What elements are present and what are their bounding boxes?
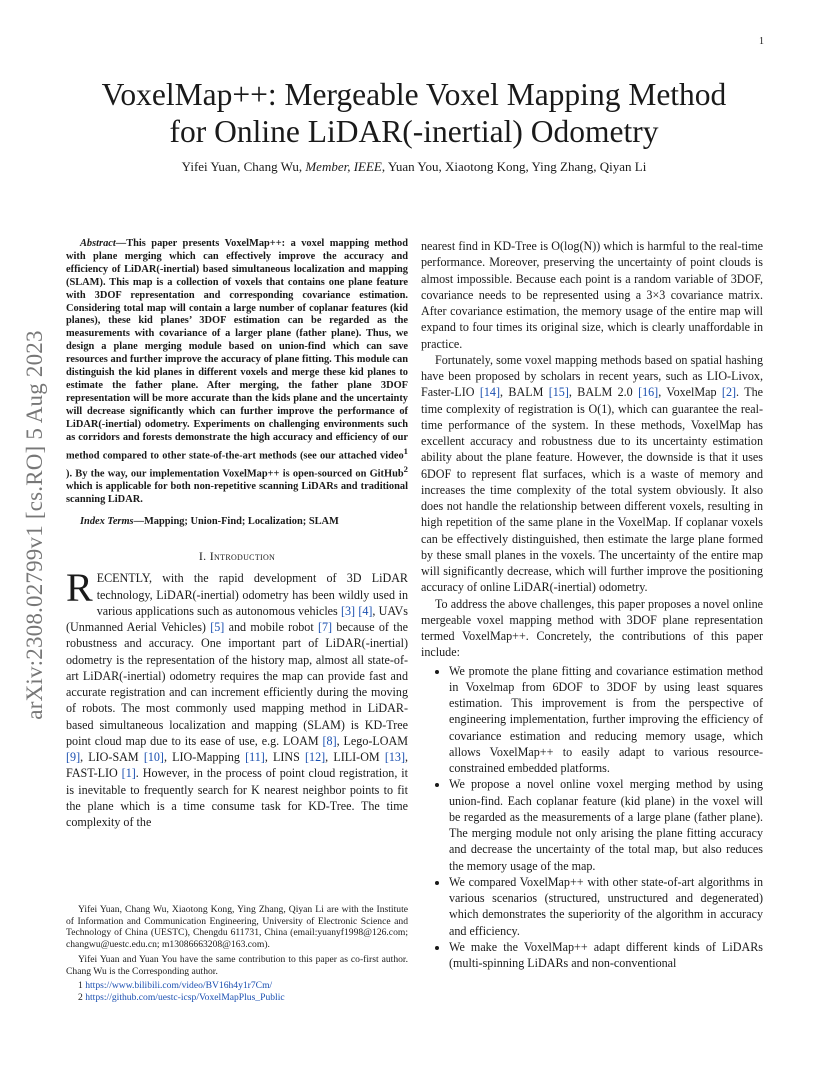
authors-part-c: , Yuan You, Xiaotong Kong, Ying Zhang, Qiyan Li <box>381 159 647 174</box>
footnote-2-number: 2 <box>78 991 86 1003</box>
dropcap: R <box>66 565 93 611</box>
right-paragraph-1: nearest find in KD-Tree is O(log(N)) which is harmful to the real-time performance. Moreover, preserving the uncertainty of point clouds is almost impossible. Because each point is a random variable of 3DOF, covariance needs to be represented using a 3×3 covariance matrix. After covariance estimation, the memory usage of the entire map will expand to four times its original size, which is clearly unaffordable in practice. <box>421 239 763 351</box>
abstract-footnote-ref-1[interactable]: 1 <box>403 445 408 456</box>
intro-text: , LINS <box>264 750 306 765</box>
authors-member-ieee: Member, IEEE <box>305 159 382 174</box>
footnote-affiliation: Yifei Yuan, Chang Wu, Xiaotong Kong, Ying Zhang, Qiyan Li are with the Institute of Information and Communication Engineering, University of Electronic Science and Technology of China (UESTC), Chengdu 611731, China (email:yuanyf1998@126.com; changwu@uestc.edu.cn; m13086663208@163.com). <box>66 904 408 951</box>
abstract <box>66 238 408 507</box>
citation-link[interactable]: [8] <box>322 733 337 748</box>
citation-link[interactable]: [3] <box>340 603 356 618</box>
intro-text: , LIO-Mapping <box>163 750 246 765</box>
footnote-1-url[interactable]: https://www.bilibili.com/video/BV16h4y1r7Cm/ <box>85 980 273 992</box>
footnote-2-url[interactable]: https://github.com/uestc-icsp/VoxelMapPlus_Public <box>85 991 285 1003</box>
paper-title <box>60 76 768 150</box>
body-text: , BALM 2.0 <box>568 385 639 400</box>
author-list <box>60 159 768 175</box>
citation-link[interactable]: [10] <box>143 750 164 765</box>
contributions-list <box>421 663 763 972</box>
index-terms <box>66 515 408 528</box>
body-text: , VoxelMap <box>658 385 722 400</box>
citation-link[interactable]: [13] <box>384 750 405 765</box>
citation-link[interactable]: [14] <box>479 385 501 400</box>
arxiv-stamp <box>20 290 50 760</box>
footnotes <box>66 904 408 1004</box>
intro-text: ECENTLY, with the rapid development of 3D LiDAR technology, LiDAR(-inertial) odometry has been wildly used in various applications such as autonomous vehicles <box>96 571 408 618</box>
abstract-footnote-ref-2[interactable]: 2 <box>403 463 408 474</box>
contribution-item: • We propose a novel online voxel merging method by using union-find. Each coplanar feature (kid plane) in the voxel will be regarded as the measurements of a large plane (father plane). The merging module not only arising the plane fitting accuracy and decrease the uncertainty of the total map, but also reduces the memory usage of the map. <box>449 776 763 874</box>
abstract-text: —This paper presents VoxelMap++: a voxel mapping method with plane merging which can effectively improve the accuracy and efficiency of LiDAR(-inertial) based simultaneous localization and mapping (SLAM). This map is a collection of voxels that contains one plane feature with 3DOF representation and corresponding covariance estimation. Considering total map will contain a large number of coplanar features (kid planes), these kid planes’ 3DOF estimation can be regarded as the measurements with covariance of a larger plane (father plane). Thus, we design a plane merging module based on union-find which can save resources and further improve the accuracy of plane fitting. This module can distinguish the kid planes in different voxels and merge these kid planes to estimate the father plane. After merging, the father plane 3DOF representation will be more accurate than the kids plane and the uncertainty will decrease significantly which can further improve the performance of LiDAR(-inertial) odometry. Experiments on challenging environments such as corridors and forests demonstrate the high accuracy and efficiency of our method compared to other state-of-the-art methods (see our attached video <box>66 238 408 461</box>
right-paragraph-2 <box>421 352 763 596</box>
citation-link[interactable]: [12] <box>305 750 326 765</box>
right-column <box>421 238 763 971</box>
intro-text: . However, in the process of point cloud registration, it is inevitable to frequently search for K nearest neighbor points to fit the plane which is a time consume task for KD-Tree. The time complexity of the <box>66 766 408 830</box>
arxiv-id: arXiv:2308.02799v1 [cs.RO] 5 Aug 2023 <box>22 330 47 720</box>
citation-link[interactable]: [15] <box>548 385 569 400</box>
left-column <box>66 238 408 830</box>
citation-link[interactable]: [4] <box>358 603 373 618</box>
footnote-contribution: Yifei Yuan and Yuan You have the same contribution to this paper as co-first author. Chang Wu is the Corresponding author. <box>66 953 408 977</box>
index-terms-text: —Mapping; Union-Find; Localization; SLAM <box>133 516 339 528</box>
footnote-1 <box>66 980 408 992</box>
intro-text: , FAST-LIO <box>66 750 409 781</box>
contribution-item: • We compared VoxelMap++ with other state-of-art algorithms in various scenarios (structured, unstructured and degenerated) which demonstrates the superiority of the algorithm in accuracy and efficiency. <box>449 874 763 939</box>
abstract-text-2: ). By the way, our implementation VoxelMap++ is open-sourced on GitHub <box>66 468 404 480</box>
citation-link[interactable]: [9] <box>66 750 81 765</box>
body-text: Fortunately, some voxel mapping methods based on spatial hashing have been proposed by scholars in recent years, such as LIO-Livox, Faster-LIO <box>421 352 763 400</box>
citation-link[interactable]: [5] <box>210 620 225 635</box>
intro-text: , LIO-SAM <box>80 750 144 765</box>
body-text: , BALM <box>500 385 549 400</box>
footnote-1-number: 1 <box>78 980 86 992</box>
right-paragraph-3: To address the above challenges, this paper proposes a novel online mergeable voxel mapping method with 3DOF plane representation termed VoxelMap++. Concretely, the contributions of this paper include: <box>421 596 763 660</box>
authors-part-a: Yifei Yuan, Chang Wu, <box>181 159 306 174</box>
citation-link[interactable]: [11] <box>245 750 265 765</box>
contribution-item: • We promote the plane fitting and covariance estimation method in Voxelmap from 6DOF to 3DOF by using least squares estimation. This improvement is from the perspective of engineering implementation, further improving the efficiency of covariance estimation and reducing memory usage, which allows VoxelMap++ to easily adapt to various resource-constrained embedded platforms. <box>449 663 763 777</box>
index-terms-label: Index Terms <box>80 516 134 528</box>
citation-link[interactable]: [16] <box>638 385 659 400</box>
citation-link[interactable]: [2] <box>721 385 737 400</box>
intro-text: , Lego-LOAM <box>336 733 409 748</box>
intro-text: because of the robustness and accuracy. One important part of LiDAR(-inertial) odometry is the representation of the history map, almost all state-of-art LiDAR(-inertial) odometry requires the map can provide fast and accurate registration and can increment efficiently during the moving of robots. The most commonly used mapping method in LiDAR-based simultaneous localization and mapping (SLAM) is KD-Tree point cloud map due to its ease of use, e.g. LOAM <box>66 620 408 748</box>
title-line-2: for Online LiDAR(-inertial) Odometry <box>169 114 659 149</box>
title-line-1: VoxelMap++: Mergeable Voxel Mapping Method <box>101 77 727 112</box>
intro-text: , LILI-OM <box>325 750 385 765</box>
footnote-2 <box>66 992 408 1004</box>
page-number: 1 <box>759 36 764 47</box>
intro-text: and mobile robot <box>224 620 318 635</box>
contribution-item: • We make the VoxelMap++ adapt different kinds of LiDARs (multi-spinning LiDARs and non-conventional <box>449 939 763 972</box>
body-text: . The time complexity of registration is O(1), which can guarantee the real-time performance of the system. In these methods, VoxelMap has excellent accuracy and robustness due to its uncertainty estimation ability about the plane feature. However, the downside is that it uses 6DOF to represent flat surfaces, which is a waste of memory and increases the time complexity of the total system obviously. It also does not handle the relationship between different voxels, resulting in high repetition of the same plane in the VoxelMap. If coplanar voxels can be effectively distinguished, then estimate the large plane formed by these small planes in the voxels. The uncertainty of the entire map will significantly decrease, which will further improve the positioning accuracy of online LiDAR(-inertial) odometry. <box>421 385 764 595</box>
section-heading-introduction: I. Introduction <box>198 549 276 564</box>
abstract-label: Abstract <box>80 238 116 249</box>
intro-text: , UAVs (Unmanned Aerial Vehicles) <box>66 603 409 635</box>
abstract-text-3: which is applicable for both non-repetitive scanning LiDARs and traditional scanning LiDAR. <box>66 481 408 506</box>
citation-link[interactable]: [7] <box>317 620 333 635</box>
citation-link[interactable]: [1] <box>121 766 136 781</box>
intro-paragraph <box>66 565 409 830</box>
